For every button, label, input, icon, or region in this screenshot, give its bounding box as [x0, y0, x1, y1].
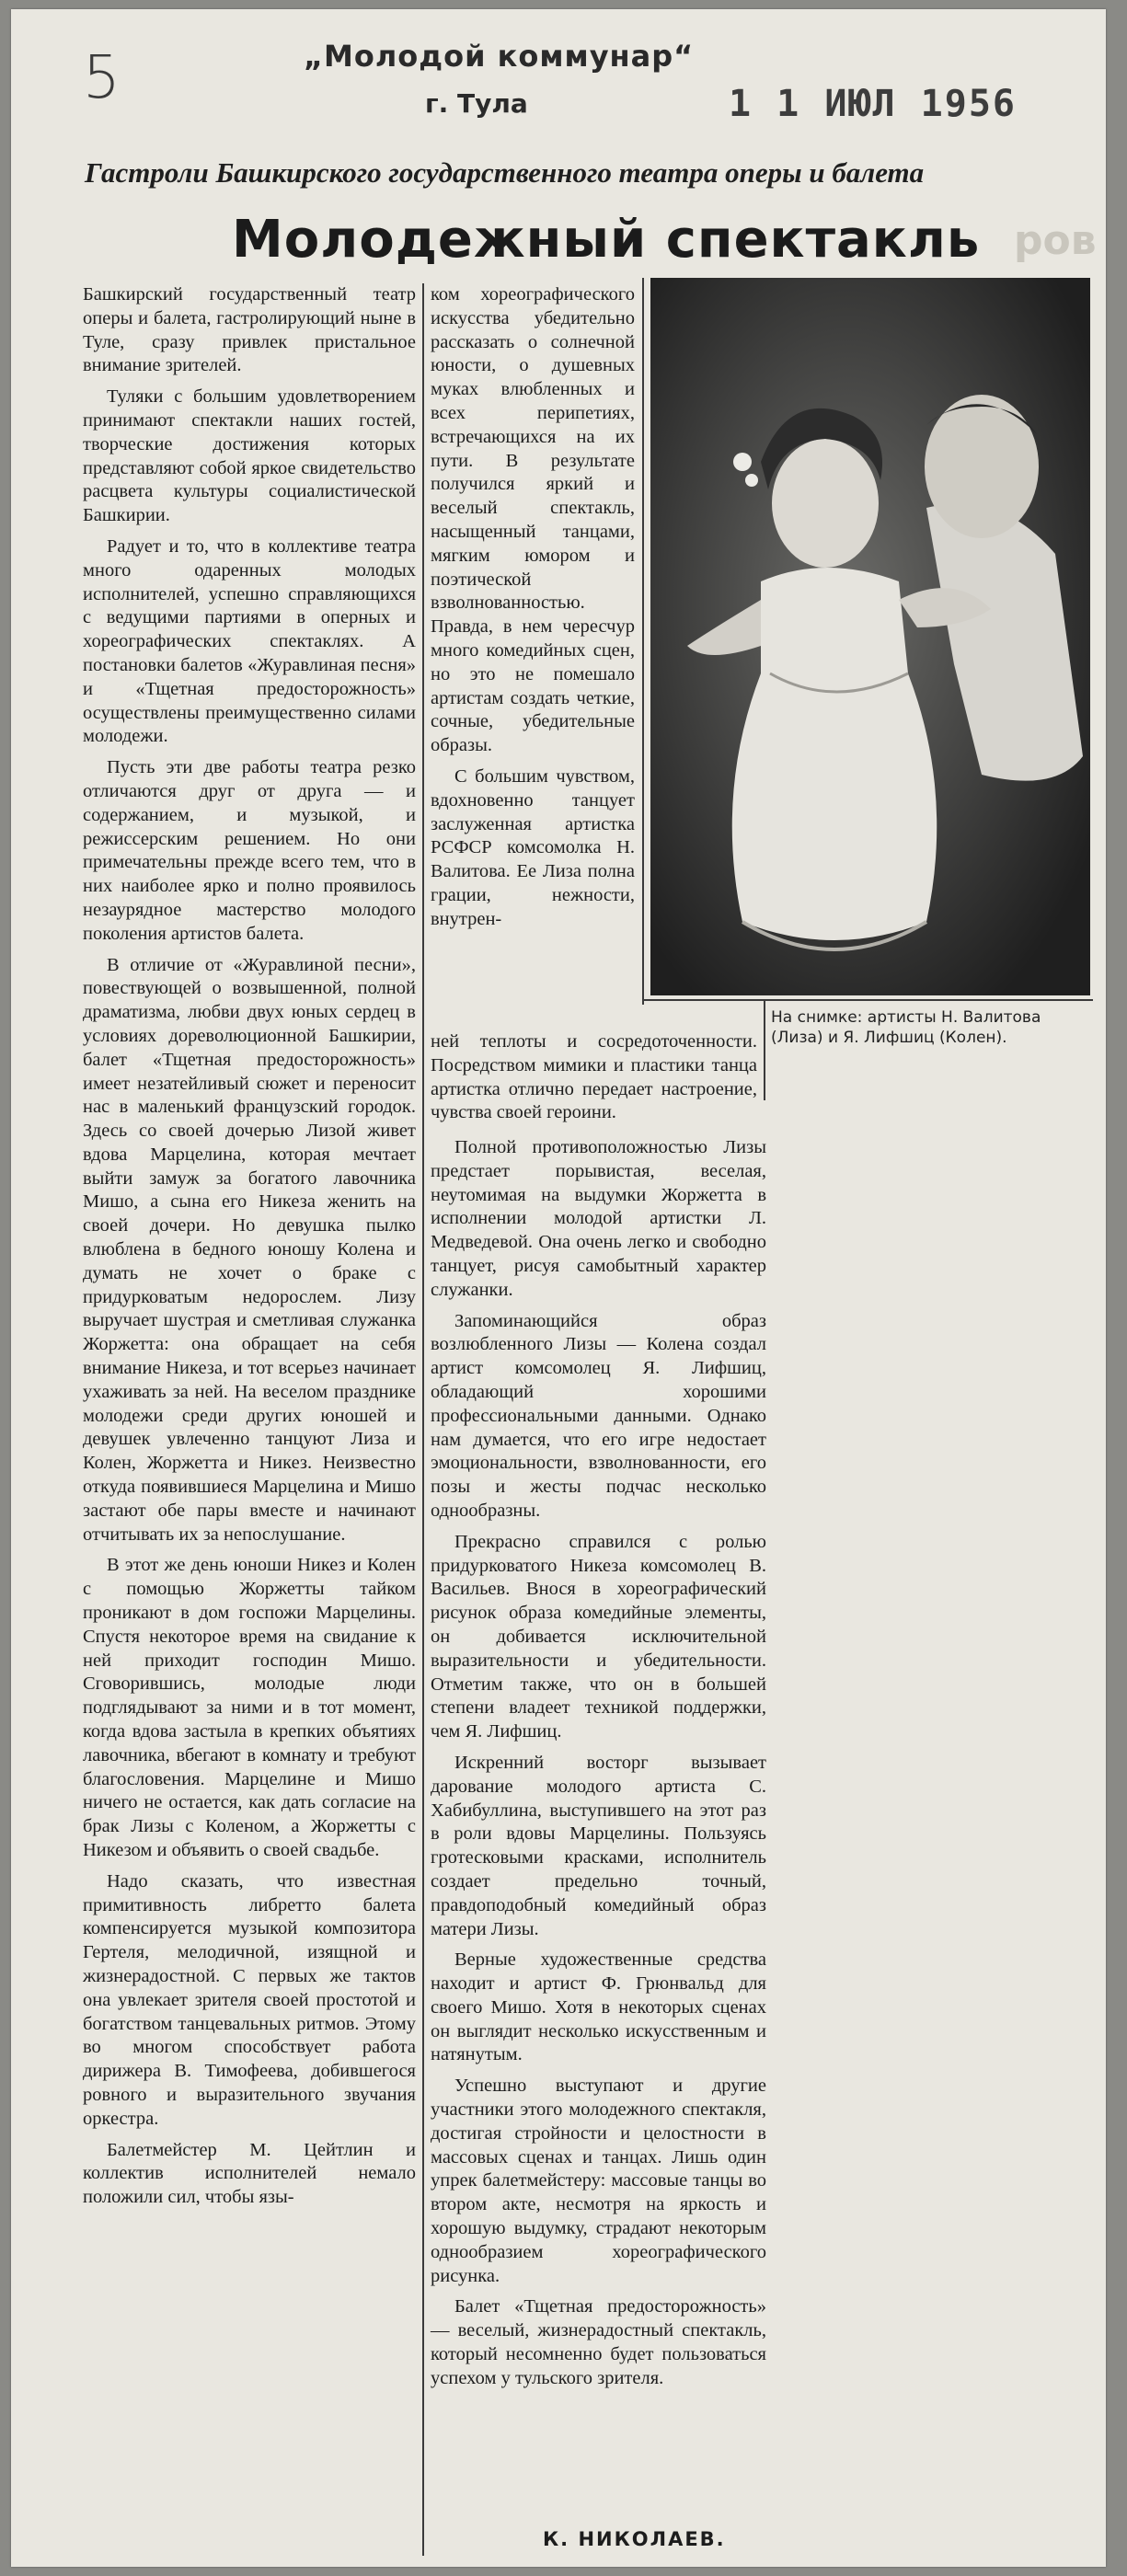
photo-caption: На снимке: артисты Н. Валитова (Лиза) и Я. Лифшиц (Колен).	[771, 1008, 1041, 1047]
paragraph: В отличие от «Журавлиной песни», повествующей о возвышенной, полной драматизма, любви двух юных сердец в условиях дореволюционной Башкирии, балет «Тщетная предосторожность» имеет незатейливый сюжет и переносит нас в маленький французский городок. Здесь со своей дочерью Лизой живет вдова Марцелина, которая мечтает выйти замуж за богатого лавочника Мишо, а сына его Никеза женить на своей дочери. Но девушка пылко влюблена в бедного юношу Колена и думать не хочет о браке с придурковатым недорослем. Лизу выручает шустрая и сметливая служанка Жоржетта: она обращает на себя внимание Никеза, и тот всерьез начинает ухаживать за ней. На веселом празднике молодежи среди других юношей и девушек увлеченно танцуют Лиза и Колен, Жоржетта и Никез. Неизвестно откуда появившиеся Марцелина и Мишо застают обе пары вместе и начинают отчитывать их за непослушание.	[83, 954, 416, 1545]
dancers-photo	[650, 278, 1090, 995]
article-column-2	[431, 283, 635, 939]
paragraph: Радует и то, что в коллективе театра много одаренных молодых исполнителей, успешно справляющихся с ведущими партиями в оперных и хореографических спектаклях. А постановки балетов «Журавлиная песня» и «Тщетная предосторожность» осуществлены преимущественно силами молодежи.	[83, 535, 416, 747]
paragraph: Прекрасно справился с ролью придурковатого Никеза комсомолец В. Васильев. Внося в хореографический рисунок образа комедийные элементы, он добивается исключительной выразительности и убедительности. Отметим также, что он в большей степени владеет техникой поддержки, чем Я. Лифшиц.	[431, 1531, 766, 1742]
paragraph: ком хореографического искусства убедительно рассказать о солнечной юности, о душевных муках влюбленных и всех перипетиях, встречающихся на их пути. В результате получился яркий и веселый спектакль, насыщенный танцами, мягким юмором и поэтической взволнованностью. Правда, в нем чересчур много комедийных сцен, но это не помешало артистам создать четкие, сочные, убедительные образы.	[431, 284, 635, 756]
paragraph: Балет «Тщетная предосторожность» — веселый, жизнерадостный спектакль, который несомненно будет пользоваться успехом у тульского зрителя.	[431, 2296, 766, 2388]
paragraph: Башкирский государственный театр оперы и балета, гастролирующий ныне в Туле, сразу привлек пристальное внимание зрителей.	[83, 284, 416, 376]
photo-rule	[642, 999, 1093, 1001]
caption-rule	[764, 999, 765, 1100]
article-headline: Молодежный спектакль	[232, 210, 981, 270]
dancers-photo-image	[650, 278, 1090, 995]
paragraph: В этот же день юноши Никез и Колен с помощью Жоржетты тайком проникают в дом госпожи Марцелины. Спустя некоторое время на свидание к ней приходит господин Мишо. Сговорившись, молодые люди подглядывают за ними и в тот момент, когда вдова застыла в крепких объятиях лавочника, вбегают в комнату и требуют благословения. Марцелине и Мишо ничего не остается, как дать согласие на брак Лизы с Коленом, а Жоржетты с Никезом и объявить о своей свадьбе.	[83, 1555, 416, 1860]
paragraph: Запоминающийся образ возлюбленного Лизы — Колена создал артист комсомолец Я. Лифшиц, обладающий хорошими профессиональными данными. Однако нам думается, что его игре недостает эмоциональности, взволнованности, его позы и жесты подчас несколько однообразны.	[431, 1310, 766, 1521]
article-column-2-continued	[431, 1030, 757, 1133]
date-stamp: 1 1 ИЮЛ 1956	[729, 83, 1017, 125]
newspaper-name-stamp: „Молодой коммунар“	[304, 39, 695, 74]
article-column-3	[431, 1136, 766, 2398]
paragraph: Туляки с большим удовлетворением принимают спектакли наших гостей, творческие достижения которых представляют собой яркое свидетельство расцвета культуры социалистической Башкирии.	[83, 386, 416, 526]
paragraph: Балетмейстер М. Цейтлин и коллектив исполнителей немало положили сил, чтобы язы-	[83, 2139, 416, 2208]
paragraph: С большим чувством, вдохновенно танцует заслуженная артистка РСФСР комсомолка Н. Валитова. Ее Лиза полна грации, нежности, внутрен-	[431, 765, 635, 929]
bleed-through-text: ров	[1014, 217, 1097, 264]
paragraph: Искренний восторг вызывает дарование молодого артиста С. Хабибуллина, выступившего на этот раз в роли вдовы Марцелины. Пользуясь гротесковыми красками, исполнитель создает предельно точный, правдоподобный комедийный образ матери Лизы.	[431, 1752, 766, 1939]
column-rule-photo	[642, 278, 644, 1005]
paragraph: Полной противоположностью Лизы предстает порывистая, веселая, неутомимая на выдумки Жоржетта в исполнении молодой артистки Л. Медведевой. Она очень легко и свободно танцует, рисуя самобытный характер служанки.	[431, 1137, 766, 1300]
paragraph: Пусть эти две работы театра резко отличаются друг от друга — и содержанием, и музыкой, и режиссерским решением. Но они примечательны прежде всего тем, что в них наиболее ярко и полно проявилось незаурядное мастерство молодого поколения артистов балета.	[83, 757, 416, 944]
author-signature: К. НИКОЛАЕВ.	[543, 2528, 726, 2550]
newspaper-clipping	[11, 9, 1106, 2567]
handwritten-page-number: 5	[83, 44, 121, 112]
article-kicker: Гастроли Башкирского государственного театра оперы и балета	[85, 156, 925, 189]
paragraph: Успешно выступают и другие участники этого молодежного спектакля, достигая стройности и целостности в массовых сценах и танцах. Лишь один упрек балетмейстеру: массовые танцы во втором акте, несмотря на яркость и хорошую выдумку, страдают некоторым однообразием хореографического рисунка.	[431, 2076, 766, 2286]
paragraph: Верные художественные средства находит и артист Ф. Грюнвальд для своего Мишо. Хотя в некоторых сценах он выглядит несколько искусственным и натянутым.	[431, 1949, 766, 2065]
article-column-1	[83, 283, 416, 2217]
paragraph: ней теплоты и сосредоточенности. Посредством мимики и пластики танца артистка отлично передает настроение, чувства своей героини.	[431, 1031, 757, 1123]
newspaper-city-stamp: г. Тула	[425, 88, 528, 119]
paragraph: Надо сказать, что известная примитивность либретто балета компенсируется музыкой композитора Гертеля, мелодичной, изящной и жизнерадостной. С первых же тактов она увлекает зрителя своей простотой и богатством танцевальных ритмов. Этому во многом способствует работа дирижера В. Тимофеева, добившегося ровного и выразительного звучания оркестра.	[83, 1870, 416, 2129]
column-rule-1	[422, 283, 424, 2556]
